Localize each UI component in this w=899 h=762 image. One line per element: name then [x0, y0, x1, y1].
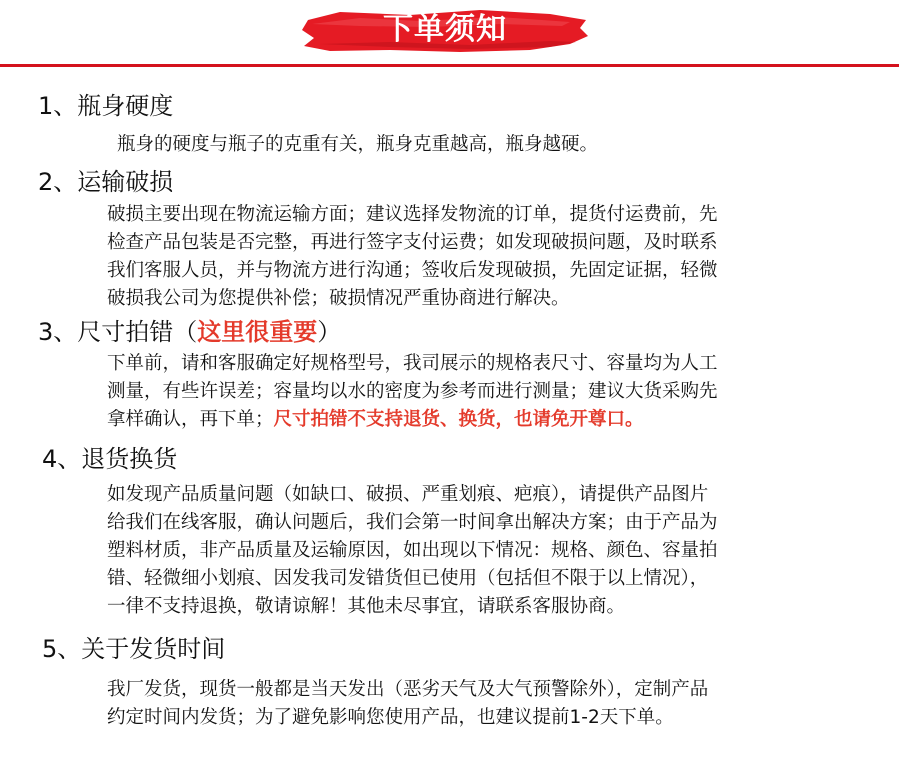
- section-heading-tail: ）: [317, 318, 342, 346]
- body-line: 我厂发货，现货一般都是当天发出（恶劣天气及大气预警除外），定制产品: [107, 679, 709, 700]
- section-body: [117, 131, 598, 159]
- body-line: [107, 406, 718, 434]
- body-line: 下单前，请和客服确定好规格型号，我司展示的规格表尺寸、容量均为人工: [107, 353, 718, 374]
- header-divider: [0, 64, 899, 67]
- body-line: 检查产品包装是否完整，再进行签字支付运费；如发现破损问题，及时联系: [107, 232, 718, 253]
- title-banner: [300, 6, 590, 56]
- body-line: 错、轻微细小划痕、因发我司发错货但已使用（包括但不限于以上情况），: [107, 568, 709, 589]
- heading-emphasis: 这里很重要: [197, 318, 318, 346]
- section-body: [107, 201, 718, 313]
- section-body: [107, 481, 718, 621]
- section-heading: 5、关于发货时间: [42, 635, 226, 663]
- body-line: 给我们在线客服，确认问题后，我们会第一时间拿出解决方案；由于产品为: [107, 512, 718, 533]
- page-title: 下单须知: [383, 12, 507, 47]
- body-line: 我们客服人员，并与物流方进行沟通；签收后发现破损，先固定证据，轻微: [107, 260, 718, 281]
- body-line: 约定时间内发货；为了避免影响您使用产品，也建议提前1-2天下单。: [107, 707, 674, 728]
- body-line: 破损我公司为您提供补偿；破损情况严重协商进行解决。: [107, 288, 570, 309]
- body-line: 塑料材质，非产品质量及运输原因，如出现以下情况：规格、颜色、容量拍: [107, 540, 718, 561]
- section-body: [107, 676, 708, 732]
- section-heading: 4、退货换货: [42, 445, 178, 473]
- body-line-prefix: 拿样确认，再下单；: [107, 409, 274, 430]
- body-line: 测量，有些许误差；容量均以水的密度为参考而进行测量；建议大货采购先: [107, 381, 718, 402]
- section-heading: 2、运输破损: [38, 168, 174, 196]
- body-line: 瓶身的硬度与瓶子的克重有关，瓶身克重越高，瓶身越硬。: [117, 134, 599, 155]
- section-heading: [38, 317, 341, 347]
- section-heading-text: 3、尺寸拍错（: [38, 318, 198, 346]
- body-line: 一律不支持退换，敬请谅解！其他未尽事宜，请联系客服协商。: [107, 596, 626, 617]
- warning-text: 尺寸拍错不支持退货、换货，也请免开尊口。: [273, 409, 644, 430]
- section-heading: 1、瓶身硬度: [38, 92, 174, 120]
- body-line: 破损主要出现在物流运输方面；建议选择发物流的订单，提货付运费前，先: [107, 204, 718, 225]
- body-line: 如发现产品质量问题（如缺口、破损、严重划痕、疤痕），请提供产品图片: [107, 484, 709, 505]
- section-body: [107, 350, 718, 434]
